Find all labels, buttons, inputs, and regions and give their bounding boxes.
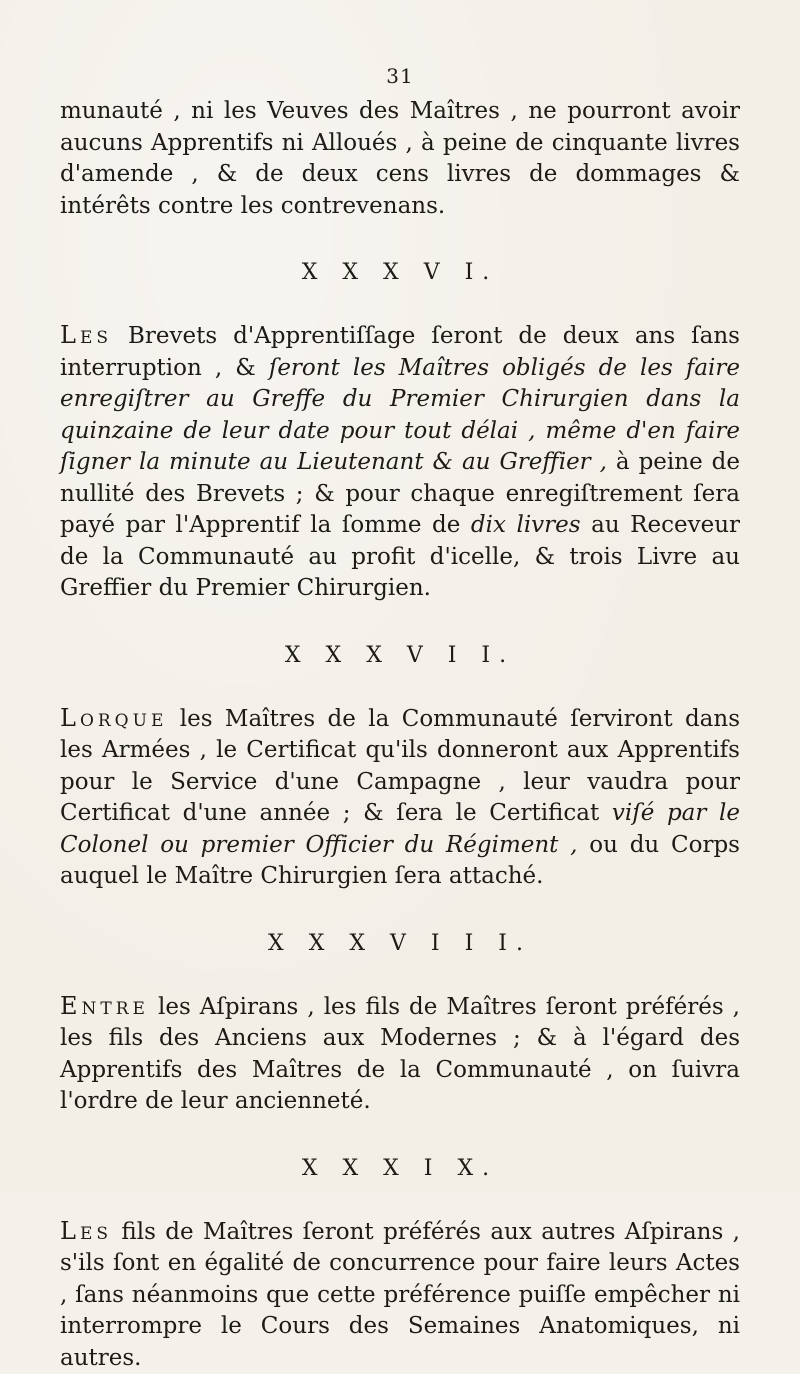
page-number: 31 [0,64,800,88]
lead-word: Entre [60,992,149,1020]
article-paragraph [60,703,740,893]
article-heading: X X X I X. [60,1156,740,1181]
italic-run: viſé par le Colonel ou premier Officier du Régiment , [60,800,740,858]
text-run: les Aſpirans , les fils de Maîtres ſeront préférés , les fils des Anciens aux Modernes ; & à l'égard des Apprentifs des Maîtres de la Communauté , on ſuivra l'ordre de leur ancienneté. [60,994,740,1115]
article-paragraph [60,1216,740,1374]
lead-word: Lorque [60,704,167,732]
italic-run: dix livres [471,512,581,538]
article-38 [60,931,740,1118]
article-36 [60,260,740,605]
article-39 [60,1156,740,1374]
text-run: fils de Maîtres ſeront préférés aux autres Aſpirans , s'ils ſont en égalité de concurrence pour faire leurs Actes , ſans néanmoins que cette préférence puiſſe empêcher ni interrompre le Cours des Semaines Anatomiques, ni autres. [60,1219,740,1371]
article-37 [60,643,740,893]
article-paragraph [60,320,740,605]
article-heading: X X X V I I I. [60,931,740,956]
italic-run: ſeront les Maîtres obligés de les faire enregiſtrer au Greffe du Premier Chirurgien dans la quinzaine de leur date pour tout délai , même d'en faire ſigner la minute au Lieutenant & au Greffier , [60,355,740,476]
article-heading: X X X V I. [60,260,740,285]
article-paragraph [60,991,740,1118]
text-run: ou du Corps auquel le Maître Chirurgien ſera attaché. [60,832,740,890]
text-run: au Receveur de la Communauté au profit d'icelle, & trois Livre au Greffier du Premier Chirurgien. [60,512,740,601]
continuation-paragraph: munauté , ni les Veuves des Maîtres , ne pourront avoir aucuns Apprentifs ni Alloués , à peine de cinquante livres d'amende , & de deux cens livres de dommages & intérêts contre les contrevenans. [60,96,740,222]
text-run: à peine de nullité des Brevets ; & pour chaque enregiſtrement ſera payé par l'Apprentif la ſomme de [60,449,740,538]
lead-word: Les [60,321,112,349]
text-run: les Maîtres de la Communauté ſerviront dans les Armées , le Certificat qu'ils donneront aux Apprentifs pour le Service d'une Campagne , leur vaudra pour Certificat d'une année ; & ſera le Certificat [60,706,740,827]
lead-word: Les [60,1217,112,1245]
article-heading: X X X V I I. [60,643,740,668]
text-run: Brevets d'Apprentiſſage ſeront de deux ans ſans interruption , & [60,323,740,381]
